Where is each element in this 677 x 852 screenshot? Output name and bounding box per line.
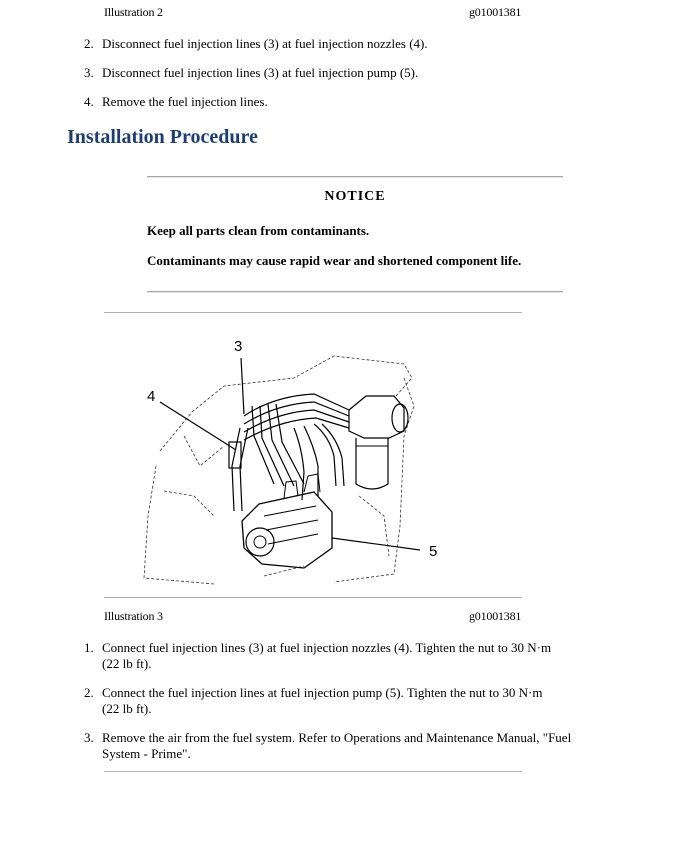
section-end-rule [104, 771, 522, 772]
step-number: 2. [84, 685, 94, 700]
step-text: Remove the air from the fuel system. Refer to Operations and Maintenance Manual, "Fuel [102, 730, 572, 745]
step-number: 3. [84, 730, 94, 745]
section-heading: Installation Procedure [67, 126, 258, 148]
notice-line-2: Contaminants may cause rapid wear and shortened component life. [147, 253, 522, 268]
step-text: Remove the fuel injection lines. [102, 94, 268, 109]
step-text-continued: (22 lb ft). [102, 656, 152, 671]
list-item [84, 640, 644, 674]
step-number: 4. [84, 94, 94, 109]
step-number: 2. [84, 36, 94, 51]
step-number: 1. [84, 640, 94, 655]
notice-top-rule [147, 176, 563, 178]
step-text: Connect the fuel injection lines at fuel injection pump (5). Tighten the nut to 30 N·m [102, 685, 543, 700]
illustration-2-id: g01001381 [469, 5, 522, 19]
step-number: 3. [84, 65, 94, 80]
step-text-continued: (22 lb ft). [102, 701, 152, 716]
fuel-injection-diagram [104, 316, 524, 594]
callout-3: 3 [234, 338, 243, 355]
illustration-3-id: g01001381 [469, 609, 522, 623]
callout-4: 4 [147, 388, 156, 405]
step-text: Connect fuel injection lines (3) at fuel injection nozzles (4). Tighten the nut to 30 N·m [102, 640, 552, 655]
notice-line-1: Keep all parts clean from contaminants. [147, 223, 370, 238]
figure-top-rule [104, 312, 522, 313]
notice-title: NOTICE [324, 189, 386, 204]
step-text: Disconnect fuel injection lines (3) at fuel injection pump (5). [102, 65, 419, 80]
list-item [84, 685, 644, 719]
list-item [84, 730, 644, 764]
illustration-2-label: Illustration 2 [104, 5, 163, 19]
step-text-continued: System - Prime". [102, 746, 191, 761]
figure-bottom-rule [104, 597, 522, 598]
step-text: Disconnect fuel injection lines (3) at fuel injection nozzles (4). [102, 36, 428, 51]
notice-bottom-rule [147, 291, 563, 293]
illustration-3-label: Illustration 3 [104, 609, 163, 623]
callout-5: 5 [429, 543, 438, 560]
